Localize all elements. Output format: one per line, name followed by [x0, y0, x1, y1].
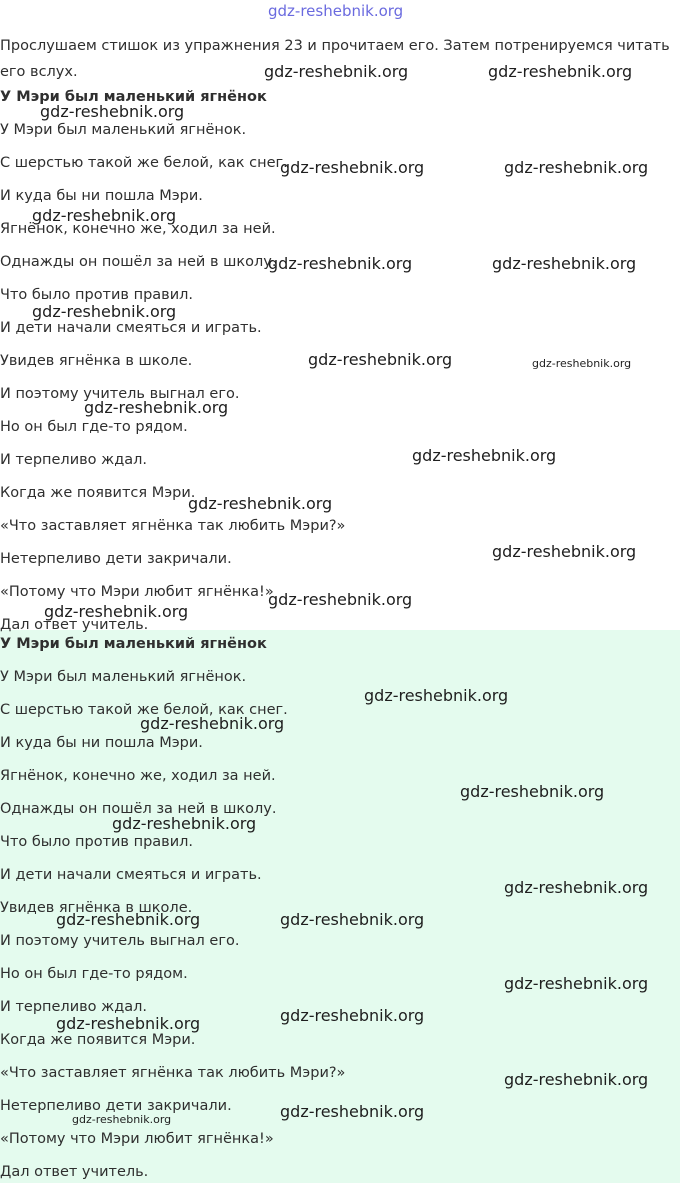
- watermark-text: gdz-reshebnik.org: [264, 62, 409, 81]
- poem-line: И терпеливо ждал.: [0, 999, 147, 1015]
- watermark-text: gdz-reshebnik.org: [504, 1070, 649, 1089]
- poem-line: Увидев ягнёнка в школе.: [0, 900, 193, 916]
- poem-line: Дал ответ учитель.: [0, 1164, 149, 1180]
- poem-line: Но он был где-то рядом.: [0, 419, 188, 435]
- poem-line: Что было против правил.: [0, 834, 194, 850]
- watermark-text: gdz-reshebnik.org: [56, 910, 201, 929]
- poem-line: И куда бы ни пошла Мэри.: [0, 188, 203, 204]
- poem-line: Увидев ягнёнка в школе.: [0, 353, 193, 369]
- poem-line: Ягнёнок, конечно же, ходил за ней.: [0, 221, 276, 237]
- watermark-text: gdz-reshebnik.org: [40, 102, 185, 121]
- poem-line: Дал ответ учитель.: [0, 617, 149, 633]
- watermark-text: gdz-reshebnik.org: [268, 254, 413, 273]
- watermark-text: gdz-reshebnik.org: [72, 1113, 172, 1126]
- watermark-text: gdz-reshebnik.org: [56, 1014, 201, 1033]
- watermark-text: gdz-reshebnik.org: [504, 878, 649, 897]
- watermark-text: gdz-reshebnik.org: [188, 494, 333, 513]
- intro-line-2: его вслух.: [0, 64, 78, 80]
- poem-line: И поэтому учитель выгнал его.: [0, 933, 240, 949]
- poem-line: Нетерпеливо дети закричали.: [0, 1098, 232, 1114]
- watermark-text: gdz-reshebnik.org: [504, 158, 649, 177]
- watermark-text: gdz-reshebnik.org: [84, 398, 229, 417]
- watermark-text: gdz-reshebnik.org: [492, 254, 637, 273]
- poem2-title: У Мэри был маленький ягнёнок: [0, 636, 267, 652]
- poem-line: С шерстью такой же белой, как снег.: [0, 155, 288, 171]
- watermark-text: gdz-reshebnik.org: [412, 446, 557, 465]
- watermark-text: gdz-reshebnik.org: [280, 1102, 425, 1121]
- poem-line: «Потому что Мэри любит ягнёнка!»: [0, 1131, 274, 1147]
- poem-line: И куда бы ни пошла Мэри.: [0, 735, 203, 751]
- watermark-text: gdz-reshebnik.org: [280, 158, 425, 177]
- poem-line: Когда же появится Мэри.: [0, 1032, 196, 1048]
- watermark-text: gdz-reshebnik.org: [488, 62, 633, 81]
- poem-line: И дети начали смеяться и играть.: [0, 867, 262, 883]
- poem-line: Однажды он пошёл за ней в школу.: [0, 801, 277, 817]
- poem-line: Однажды он пошёл за ней в школу.: [0, 254, 277, 270]
- poem-line: У Мэри был маленький ягнёнок.: [0, 122, 247, 138]
- site-header-watermark: gdz-reshebnik.org: [268, 2, 404, 20]
- poem-line: И поэтому учитель выгнал его.: [0, 386, 240, 402]
- poem-line: «Что заставляет ягнёнка так любить Мэри?»: [0, 518, 346, 534]
- intro-line-1: Прослушаем стишок из упражнения 23 и прочитаем его. Затем потренируемся читать: [0, 38, 670, 54]
- poem-line: Ягнёнок, конечно же, ходил за ней.: [0, 768, 276, 784]
- watermark-text: gdz-reshebnik.org: [364, 686, 509, 705]
- watermark-text: gdz-reshebnik.org: [112, 814, 257, 833]
- poem-line: «Потому что Мэри любит ягнёнка!»: [0, 584, 274, 600]
- watermark-text: gdz-reshebnik.org: [308, 350, 453, 369]
- watermark-text: gdz-reshebnik.org: [140, 714, 285, 733]
- watermark-text: gdz-reshebnik.org: [44, 602, 189, 621]
- poem-line: Нетерпеливо дети закричали.: [0, 551, 232, 567]
- poem-line: Когда же появится Мэри.: [0, 485, 196, 501]
- poem-line: Что было против правил.: [0, 287, 194, 303]
- watermark-text: gdz-reshebnik.org: [460, 782, 605, 801]
- watermark-text: gdz-reshebnik.org: [492, 542, 637, 561]
- watermark-text: gdz-reshebnik.org: [32, 206, 177, 225]
- watermark-text: gdz-reshebnik.org: [268, 590, 413, 609]
- poem-line: Но он был где-то рядом.: [0, 966, 188, 982]
- poem-line: У Мэри был маленький ягнёнок.: [0, 669, 247, 685]
- watermark-text: gdz-reshebnik.org: [504, 974, 649, 993]
- poem-line: С шерстью такой же белой, как снег.: [0, 702, 288, 718]
- watermark-text: gdz-reshebnik.org: [280, 1006, 425, 1025]
- poem-line: «Что заставляет ягнёнка так любить Мэри?»: [0, 1065, 346, 1081]
- poem-line: И дети начали смеяться и играть.: [0, 320, 262, 336]
- poem1-title: У Мэри был маленький ягнёнок: [0, 89, 267, 105]
- watermark-text: gdz-reshebnik.org: [532, 357, 632, 370]
- watermark-text: gdz-reshebnik.org: [32, 302, 177, 321]
- poem-line: И терпеливо ждал.: [0, 452, 147, 468]
- watermark-text: gdz-reshebnik.org: [280, 910, 425, 929]
